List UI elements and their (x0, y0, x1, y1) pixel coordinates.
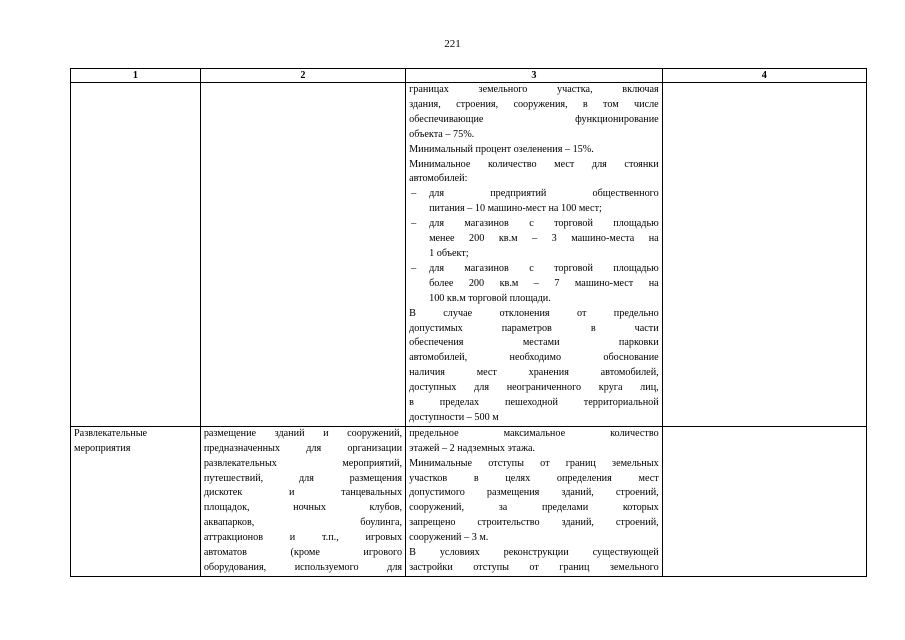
text-line: менее 200 кв.м – 3 машино-места на (429, 233, 659, 245)
text-line: 1 объект; (429, 247, 469, 259)
list-item (409, 262, 659, 307)
text-line: автоматов (кроме игрового (203, 547, 403, 559)
text-line: 100 кв.м торговой площади. (429, 292, 551, 304)
text-line: допустимых параметров в части (409, 322, 659, 334)
list-dash: – (411, 218, 417, 230)
text-line: участков в целях определения мест (409, 472, 659, 484)
regulation-table (70, 68, 867, 577)
row1-col3 (406, 83, 663, 427)
row1-col4 (662, 83, 866, 427)
text-line: Минимальный процент озеленения – 15%. (409, 143, 594, 155)
text-line: сооружений, за пределами которых (409, 502, 659, 514)
text-line: предназначенных для организации (203, 442, 403, 454)
text-line: здания, строения, сооружения, в том числе (409, 98, 659, 110)
text-line: аквапарков, боулинга, (203, 517, 403, 529)
table-header-row (71, 69, 867, 83)
text-line: для магазинов с торговой площадью (429, 262, 659, 274)
text-line: размещение зданий и сооружений, (203, 427, 403, 439)
text-line: объекта – 75%. (409, 128, 475, 140)
text-line: запрещено строительство зданий, строений, (409, 517, 659, 529)
header-col-2: 2 (200, 69, 405, 83)
text-line: дискотек и танцевальных (203, 487, 403, 499)
text-line: обеспечения местами парковки (409, 337, 659, 349)
text-line: застройки отступы от границ земельного (409, 562, 659, 573)
text-line: развлекательных мероприятий, (203, 457, 403, 469)
page-number: 221 (444, 38, 461, 50)
text-line: обеспечивающие функционирование (409, 113, 659, 125)
text-line: автомобилей: (409, 173, 468, 185)
text-line: мероприятия (74, 442, 131, 454)
row1-col1 (71, 83, 201, 427)
text-line: этажей – 2 надземных этажа. (409, 442, 536, 454)
list-item (409, 187, 659, 217)
row2-col4 (662, 426, 866, 576)
table-row (71, 426, 867, 576)
header-col-4: 4 (662, 69, 866, 83)
list-dash: – (411, 188, 417, 200)
text-line: В условиях реконструкции существующей (409, 547, 659, 559)
row1-col2 (200, 83, 405, 427)
text-line: для магазинов с торговой площадью (429, 218, 659, 230)
text-line: для предприятий общественного (429, 188, 659, 200)
text-line: в пределах пешеходной территориальной (409, 397, 659, 409)
text-line: предельное максимальное количество (409, 427, 659, 439)
text-line: питания – 10 машино-мест на 100 мест; (429, 203, 602, 215)
text-line: сооружений – 3 м. (409, 532, 489, 544)
text-line: наличия мест хранения автомобилей, (409, 367, 659, 379)
header-col-1: 1 (71, 69, 201, 83)
text-line: доступности – 500 м (409, 411, 499, 423)
text-line: доступных для неограниченного круга лиц, (409, 382, 659, 394)
list-item (409, 217, 659, 262)
text-line: Минимальные отступы от границ земельных (409, 457, 659, 469)
row2-col2 (200, 426, 405, 576)
table-row (71, 83, 867, 427)
text-line: границах земельного участка, включая (409, 84, 659, 95)
text-line: автомобилей, необходимо обоснование (409, 352, 659, 364)
row2-col1 (71, 426, 201, 576)
text-line: допустимого размещения зданий, строений, (409, 487, 659, 499)
header-col-3: 3 (406, 69, 663, 83)
text-line: оборудования, используемого для (203, 562, 403, 573)
text-line: Минимальное количество мест для стоянки (409, 158, 659, 170)
row2-col3 (406, 426, 663, 576)
text-line: площадок, ночных клубов, (203, 502, 403, 514)
text-line: путешествий, для размещения (203, 472, 403, 484)
text-line: Развлекательные (74, 427, 148, 439)
text-line: В случае отклонения от предельно (409, 307, 659, 319)
list-dash: – (411, 262, 417, 274)
text-line: аттракционов и т.п., игровых (203, 532, 403, 544)
text-line: более 200 кв.м – 7 машино-мест на (429, 277, 659, 289)
